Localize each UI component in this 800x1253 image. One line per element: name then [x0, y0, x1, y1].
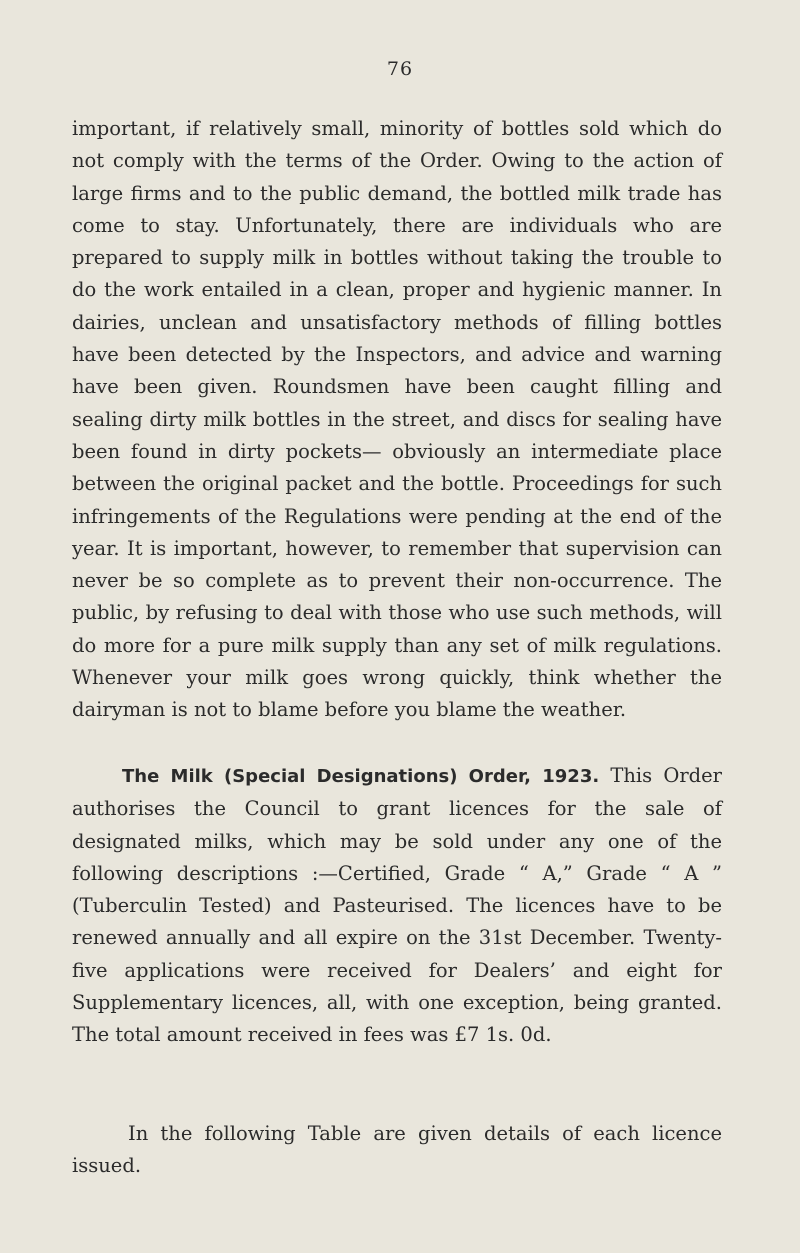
paragraph-body: This Order authorises the Council to grant licences for the sale of designated milks, which may be sold under any one of the following descriptions :—Certified, Grade “ A,” Grade “ A ” (Tuberculin Tested) and Pasteurised. The licences have to be renewed annually and all expire on the 31st December. Twenty-five applications were received for Dealers’ and eight for Supplementary licences, all, with one exception, being granted. The total amount received in fees was £7 1s. 0d.: [72, 764, 722, 1047]
paragraph-bottled-milk: important, if relatively small, minority of bottles sold which do not comply with the terms of the Order. Owing to the action of large firms and to the public demand, the bottled milk trade has come to stay. Unfortunately, there are individuals who are prepared to supply milk in bottles without taking the trouble to do the work entailed in a clean, proper and hygienic manner. In dairies, unclean and unsatisfactory methods of filling bottles have been detected by the Inspectors, and advice and warning have been given. Roundsmen have been caught filling and sealing dirty milk bottles in the street, and discs for sealing have been found in dirty pockets— obviously an intermediate place between the original packet and the bottle. Proceedings for such infringements of the Regulations were pending at the end of the year. It is important, however, to remember that supervision can never be so complete as to prevent their non-occurrence. The public, by refusing to deal with those who use such methods, will do more for a pure milk supply than any set of milk regulations. Whenever your milk goes wrong quickly, think whether the dairyman is not to blame before you blame the weather.: [72, 117, 722, 722]
paragraph-table-intro: In the following Table are given details of each licence issued.: [72, 1122, 722, 1178]
paragraph-special-designations: [72, 760, 722, 1052]
section-heading: The Milk (Special Designations) Order, 1923.: [122, 766, 600, 787]
page-number: 76: [386, 58, 414, 80]
